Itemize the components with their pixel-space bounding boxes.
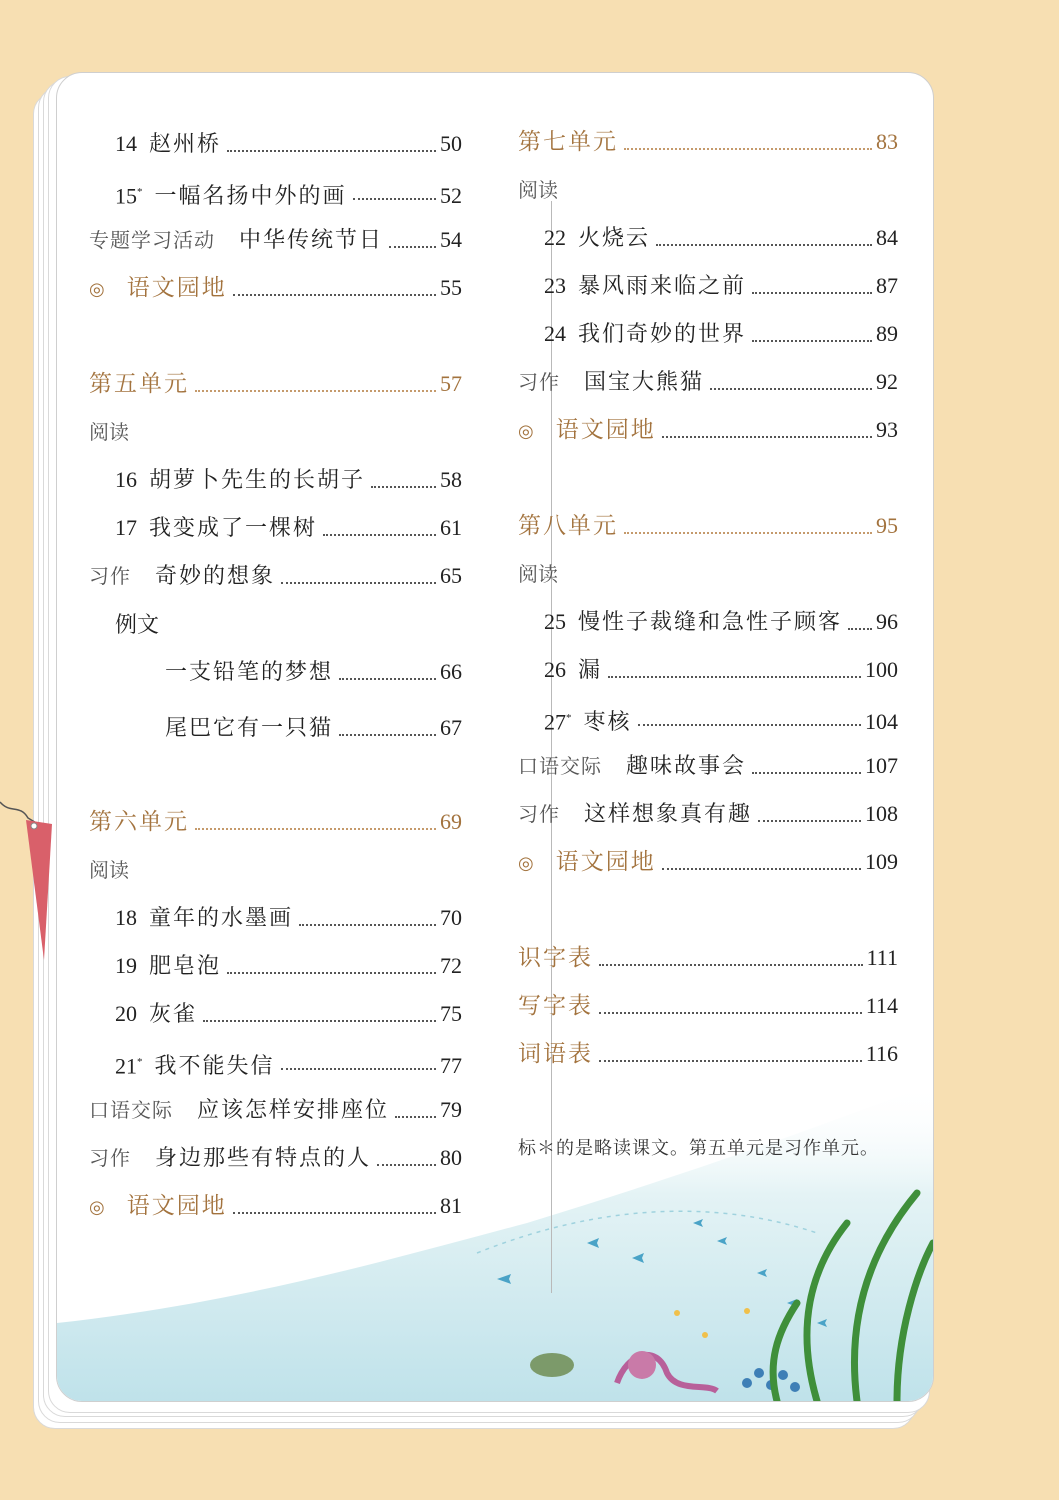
toc-entry[interactable] [544,654,898,686]
unit-heading[interactable] [89,368,462,400]
category-tag: 习作 [518,370,560,394]
lesson-number [115,512,137,544]
lesson-number [115,998,137,1030]
toc-entry[interactable] [89,1142,462,1174]
page-number: 61 [440,515,462,540]
dot-leader [395,1116,436,1118]
page-number: 50 [440,131,462,156]
lesson-number [115,128,137,160]
entry-title: 枣核 [583,710,632,736]
toc-entry[interactable] [89,272,462,304]
lesson-number [544,318,566,350]
skim-reading-star: * [137,1056,143,1068]
toc-entry[interactable] [89,224,462,256]
page-number: 52 [440,183,462,209]
page-number: 95 [876,513,898,538]
dot-leader [389,246,436,248]
page-number: 80 [440,1145,462,1170]
toc-entry[interactable] [115,950,462,982]
lesson-number-text: 16 [115,467,137,492]
toc-entry[interactable] [115,902,462,934]
lesson-number-text: 22 [544,225,566,250]
page-number: 72 [440,953,462,978]
dot-leader [599,1012,862,1014]
dot-leader [710,388,872,390]
dot-leader [599,1060,862,1062]
toc-entry[interactable] [518,798,898,830]
page-number: 83 [876,129,898,154]
toc-entry[interactable] [518,414,898,446]
page-number: 75 [440,1001,462,1026]
entry-title: 趣味故事会 [626,754,747,779]
skim-reading-star: * [137,186,143,198]
column-divider [551,201,552,1293]
lesson-number-text: 26 [544,657,566,682]
entry-title: 漏 [578,658,603,683]
lesson-number-text: 23 [544,273,566,298]
toc-entry[interactable] [544,702,898,734]
page-number: 70 [440,905,462,930]
dot-leader [233,1212,436,1214]
toc-entry[interactable] [89,560,462,592]
entry-title: 写字表 [518,993,593,1019]
entry-title: 语文园地 [126,1193,227,1219]
lesson-number [115,902,137,934]
entry-title: 暴风雨来临之前 [578,274,747,299]
dot-leader [662,868,861,870]
dot-leader [638,724,861,726]
toc-entry[interactable] [165,656,462,688]
toc-entry[interactable] [518,942,898,974]
page-number: 93 [876,417,898,442]
toc-entry[interactable] [544,606,898,638]
section-label: 阅读 [89,858,129,882]
entry-title: 语文园地 [555,849,656,875]
entry-title: 火烧云 [578,226,651,251]
dot-leader [752,772,861,774]
dot-leader [624,532,872,534]
dot-leader [656,244,872,246]
dot-leader [624,148,872,150]
entry-title: 应该怎样安排座位 [197,1098,390,1123]
lesson-number [544,654,566,686]
page-number: 66 [440,659,462,684]
toc-entry[interactable] [115,998,462,1030]
page-number: 87 [876,273,898,298]
dot-leader [752,292,872,294]
section-label: 阅读 [518,562,558,586]
page-number: 109 [865,849,898,874]
lesson-number-text: 24 [544,321,566,346]
dot-leader [608,676,861,678]
dot-leader [752,340,872,342]
dot-leader [371,486,436,488]
unit-heading[interactable] [89,806,462,838]
page-number: 77 [440,1053,462,1079]
page-number: 65 [440,563,462,588]
section-label: 阅读 [89,420,129,444]
dot-leader [353,198,436,200]
toc-entry[interactable] [89,1190,462,1222]
entry-title: 词语表 [518,1041,593,1067]
entry-title: 赵州桥 [149,132,222,157]
circle-mark-icon: ◎ [518,421,534,442]
page-number: 104 [865,709,898,735]
toc-entry[interactable] [518,1038,898,1070]
category-tag: 专题学习活动 [89,228,215,252]
entry-title: 尾巴它有一只猫 [165,716,334,741]
lesson-number [115,176,143,212]
entry-title: 慢性子裁缝和急性子顾客 [578,610,843,635]
toc-entry[interactable] [544,270,898,302]
entry-title: 一支铅笔的梦想 [165,660,334,685]
toc-entry[interactable] [518,846,898,878]
page-number: 108 [865,801,898,826]
entry-title: 第八单元 [518,513,618,539]
page-number: 92 [876,369,898,394]
toc-entry[interactable] [518,750,898,782]
dot-leader [339,678,436,680]
lesson-number-text: 15 [115,183,137,209]
dot-leader [227,150,436,152]
page-number: 114 [865,993,898,1018]
toc-entry[interactable] [115,512,462,544]
dot-leader [227,972,436,974]
page-number: 100 [865,657,898,682]
lesson-number-text: 18 [115,905,137,930]
page-number: 96 [876,609,898,634]
dot-leader [662,436,872,438]
toc-entry[interactable] [115,1046,462,1078]
page-number: 55 [440,275,462,300]
toc-entry[interactable] [518,366,898,398]
dot-leader [323,534,436,536]
lesson-number [115,950,137,982]
entry-title: 国宝大熊猫 [584,370,705,395]
entry-title: 我变成了一棵树 [149,516,318,541]
toc-entry[interactable] [518,990,898,1022]
entry-title: 第六单元 [89,809,189,835]
lesson-number-text: 25 [544,609,566,634]
dot-leader [233,294,436,296]
toc-entry[interactable] [165,712,462,744]
dot-leader [195,390,436,392]
page-number: 84 [876,225,898,250]
circle-mark-icon: ◎ [89,279,105,300]
entry-title: 身边那些有特点的人 [155,1146,372,1171]
lesson-number-text: 14 [115,131,137,156]
toc-entry[interactable] [89,1094,462,1126]
entry-title: 语文园地 [555,417,656,443]
page-number: 79 [440,1097,462,1122]
circle-mark-icon: ◎ [89,1197,105,1218]
category-tag: 口语交际 [89,1098,173,1122]
dot-leader [377,1164,436,1166]
entry-title: 童年的水墨画 [149,906,294,931]
category-tag: 习作 [518,802,560,826]
category-tag: 习作 [89,1146,131,1170]
page-number: 111 [866,945,898,970]
skim-reading-star: * [566,712,572,724]
dot-leader [848,628,872,630]
lesson-number-text: 19 [115,953,137,978]
page-number: 54 [440,227,462,252]
entry-title: 中华传统节日 [239,228,384,253]
page-number: 58 [440,467,462,492]
page-number: 67 [440,715,462,740]
unit-heading[interactable] [518,510,898,542]
entry-title: 第七单元 [518,129,618,155]
toc-entry[interactable] [115,176,462,208]
lesson-number [544,702,572,738]
lesson-number [544,606,566,638]
page-number: 116 [865,1041,898,1066]
section-label: 阅读 [518,178,558,202]
dot-leader [281,582,436,584]
page-number: 69 [440,809,462,834]
entry-title: 一幅名扬中外的画 [154,184,347,210]
section-label: 例文 [115,613,160,638]
dot-leader [281,1068,436,1070]
lesson-number [544,270,566,302]
toc-entry[interactable] [544,318,898,350]
dot-leader [299,924,436,926]
dot-leader [758,820,861,822]
entry-title: 灰雀 [149,1002,198,1027]
entry-title: 这样想象真有趣 [584,802,753,827]
lesson-number [544,222,566,254]
unit-heading[interactable] [518,126,898,158]
lesson-number [115,1046,143,1082]
entry-title: 第五单元 [89,371,189,397]
entry-title: 肥皂泡 [149,954,222,979]
category-tag: 习作 [89,564,131,588]
entry-title: 识字表 [518,945,593,971]
circle-mark-icon: ◎ [518,853,534,874]
dot-leader [599,964,863,966]
entry-title: 我们奇妙的世界 [578,322,747,347]
toc-entry[interactable] [115,464,462,496]
dot-leader [203,1020,436,1022]
lesson-number [115,464,137,496]
lesson-number-text: 20 [115,1001,137,1026]
toc-entry[interactable] [115,128,462,160]
lesson-number-text: 21 [115,1053,137,1079]
entry-title: 胡萝卜先生的长胡子 [149,468,366,493]
page-number: 89 [876,321,898,346]
entry-title: 奇妙的想象 [155,564,276,589]
lesson-number-text: 27 [544,709,566,735]
toc-entry[interactable] [544,222,898,254]
entry-title: 语文园地 [126,275,227,301]
dot-leader [195,828,436,830]
category-tag: 口语交际 [518,754,602,778]
page-number: 107 [865,753,898,778]
dot-leader [339,734,436,736]
page-number: 57 [440,371,462,396]
page-number: 81 [440,1193,462,1218]
footnote: 标＊的是略读课文。第五单元是习作单元。 [518,1138,879,1159]
entry-title: 我不能失信 [154,1054,275,1080]
lesson-number-text: 17 [115,515,137,540]
